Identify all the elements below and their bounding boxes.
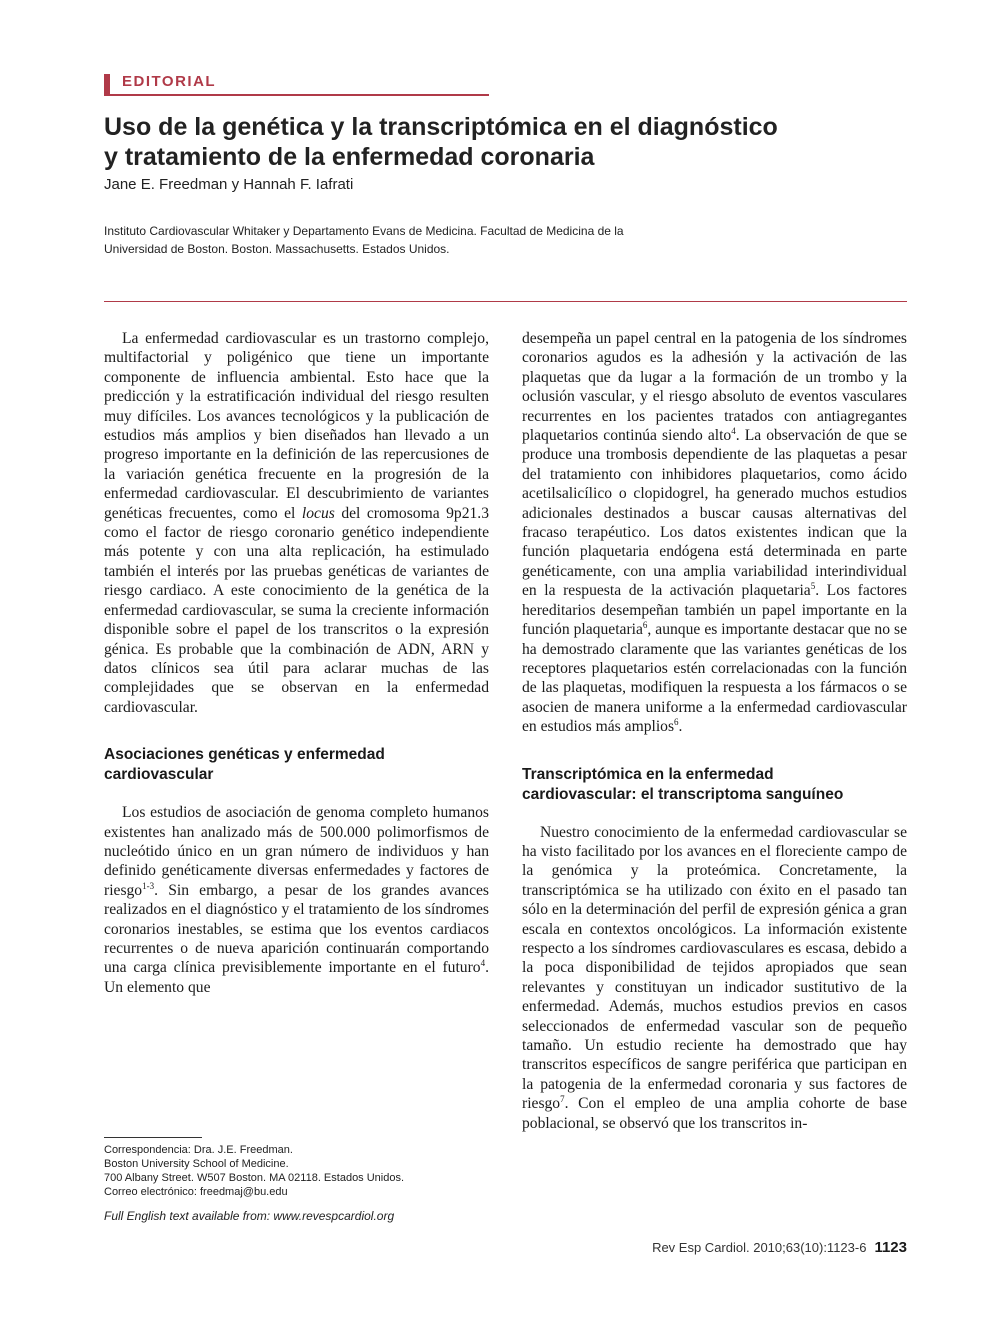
english-text-note: Full English text available from: www.revespcardiol.org [104, 1209, 395, 1223]
article-title [104, 112, 904, 172]
heading-transcriptomica: Transcriptómica en la enfermedad cardiovascular: el transcriptoma sanguíneo [522, 765, 844, 803]
paragraph-plaquetas: desempeña un papel central en la patogenia de los síndromes coronarios agudos es la adhesión y la activación de las plaquetas que da lugar a la formación de un trombo y la oclusión vascular, y el riesgo absoluto de eventos vasculares recurrentes en los pacientes tratados con antiagregantes plaquetarios continúa siendo alto$^4$. La observación de que se produce una trombosis dependiente de las plaquetas a pesar del tratamiento con inhibidores plaquetarios, como ácido acetilsalicílico o clopidogrel, ha generado muchos estudios adicionales destinados a buscar causas alternativas del fracaso terapéutico. Los datos existentes indican que la función plaquetaria endógena está determinada en parte genéticamente, con una amplia variabilidad interindividual en la respuesta de la activación plaquetaria$^5$. Los factores hereditarios desempeñan también un papel importante en la función plaquetaria$^6$, aunque es importante destacar que no se ha demostrado claramente que las variantes genéticas de los receptores plaquetarios estén correlacionadas con la función de las plaquetas, modifiquen la respuesta a los fármacos o se asocien de manera uniforme a la enfermedad cardiovascular en estudios más amplios$^6$. [522, 330, 907, 736]
citation-ref: 4 [731, 425, 736, 436]
emphasis-locus: locus [301, 504, 335, 522]
section-accent-bar [104, 74, 110, 94]
paragraph-asociaciones: Los estudios de asociación de genoma completo humanos existentes han analizado más de 500.000 polimorfismos de nucleótido único en un gran número de individuos y han definido genéticamente diversas enfermedades y factores de riesgo$^{1-3}$. Sin embargo, a pesar de los grandes avances realizados en el diagnóstico y el tratamiento de los síndromes coronarios inestables, se estima que los eventos cardiacos recurrentes o de nueva aparición continuarán comportando una carga clínica previsiblemente importante en el futuro$^4$. Un elemento que [104, 804, 489, 996]
title-line-2: y tratamiento de la enfermedad coronaria [104, 143, 595, 171]
citation-ref: 5 [810, 581, 816, 592]
citation-ref: 1-3 [142, 880, 155, 891]
page-footer [652, 1239, 907, 1256]
email-text: Correo electrónico: freedmaj@bu.edu [104, 1186, 288, 1198]
citation-ref: 7 [560, 1094, 565, 1105]
journal-citation: Rev Esp Cardiol. 2010;63(10):1123-6 [652, 1240, 867, 1255]
citation-ref: 6 [642, 619, 648, 630]
section-label: EDITORIAL [122, 73, 217, 90]
paragraph-intro: La enfermedad cardiovascular es un trastorno complejo, multifactorial y poligénico que tiene un importante componente de influencia ambiental. Esto hace que la predicción y la estratificación individual del riesgo resulten muy difíciles. Los avances tecnológicos y la publicación de estudios más amplios y bien diseñados han llevado a un progreso importante en la definición de las repercusiones de la variación genética frecuente en la progresión de la enfermedad cardiovascular. El descubrimiento de variantes genéticas frecuentes, como el locus del cromosoma 9p21.3 como el factor de riesgo coronario genético independiente más potente y con una alta replicación, ha estimulado también el interés por las pruebas genéticas de variantes de riesgo cardiaco. A este conocimiento de la genética de la enfermedad cardiovascular, se suma la creciente información disponible sobre el papel de los transcritos o la expresión génica. Es probable que la combinación de ADN, ARN y datos clínicos sea útil para aclarar muchas de las complejidades que se observan en la enfermedad cardiovascular. [104, 330, 490, 716]
affiliation-line-1: Instituto Cardiovascular Whitaker y Departamento Evans de Medicina. Facultad de Medicina de la [104, 224, 624, 238]
citation-ref: 4 [480, 958, 486, 969]
affiliation-line-2: Universidad de Boston. Boston. Massachusetts. Estados Unidos. [104, 242, 450, 256]
section-tag [104, 72, 489, 96]
heading-asociaciones: Asociaciones genéticas y enfermedad cardiovascular [104, 746, 385, 784]
paragraph-transcriptoma: Nuestro conocimiento de la enfermedad cardiovascular se ha visto facilitado por los avances en el floreciente campo de la genómica y la proteómica. Concretamente, la transcriptómica se ha utilizado con éxito en el pasado tan sólo en la determinación del perfil de expresión génica a gran escala en contextos oncológicos. La información existente respecto a los síndromes cardiovasculares es escasa, debido a la poca disponibilidad de tejidos apropiados que sean relevantes y constituyan un indicador sustitutivo de la enfermedad. Además, muchos estudios previos en casos seleccionados de enfermedad vascular son de pequeño tamaño. Un estudio reciente ha demostrado que hay transcritos específicos de sangre periférica que participan en la patogenia de la enfermedad coronaria y sus factores de riesgo$^7$. Con el empleo de una amplia cohorte de base poblacional, se observó que los transcritos in- [522, 823, 907, 1132]
footnote-divider [104, 1137, 202, 1138]
page-number: 1123 [874, 1239, 907, 1256]
header-divider [104, 301, 907, 302]
correspondence-note: Correspondencia: Dra. J.E. Freedman. Boston University School of Medicine. 700 Albany Street. W507 Boston. MA 02118. Estados Unidos. Correo electrónico: freedmaj@bu.edu [104, 1144, 405, 1198]
right-column [522, 329, 907, 1133]
citation-ref: 6 [674, 716, 679, 727]
affiliation [104, 222, 724, 258]
title-line-1: Uso de la genética y la transcriptómica en el diagnóstico [104, 113, 778, 141]
left-column [104, 329, 489, 997]
authors: Jane E. Freedman y Hannah F. Iafrati [104, 176, 354, 193]
